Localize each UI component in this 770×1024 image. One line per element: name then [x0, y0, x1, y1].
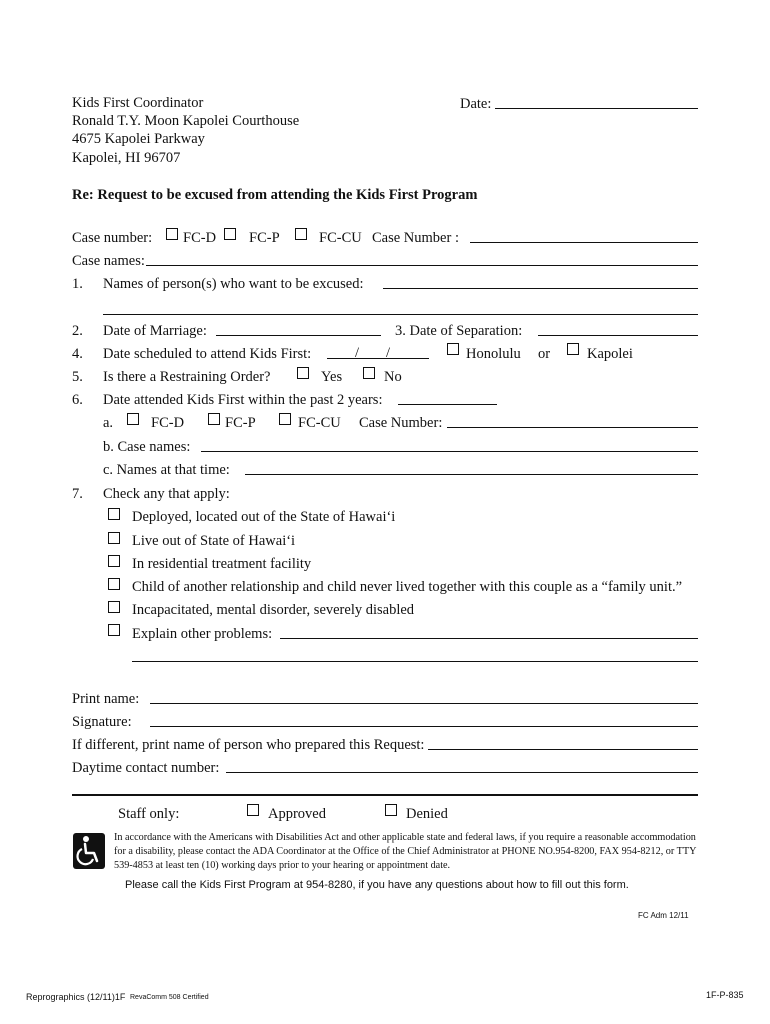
- item-6c-label: c. Names at that time:: [103, 462, 230, 478]
- other-problems-input[interactable]: [280, 638, 698, 639]
- date-slash-1: /: [355, 345, 360, 361]
- footer-reprographics: Reprographics (12/11)1F: [26, 992, 126, 1002]
- case-number-field-label: Case Number :: [372, 230, 459, 246]
- fc-d-label: FC-D: [183, 230, 217, 246]
- other-problems-checkbox[interactable]: [108, 624, 120, 636]
- fc-cu-label: FC-CU: [319, 230, 362, 246]
- deployed-checkbox[interactable]: [108, 508, 120, 520]
- address-line-4: Kapolei, HI 96707: [72, 150, 181, 166]
- restraining-yes-checkbox[interactable]: [297, 367, 309, 379]
- item-6a-fc-p-label: FC-P: [225, 415, 256, 431]
- item-4-question: Date scheduled to attend Kids First:: [103, 346, 312, 362]
- date-label: Date:: [460, 96, 492, 112]
- item-7-number: 7.: [72, 486, 83, 502]
- form-code: FC Adm 12/11: [638, 911, 689, 920]
- names-excused-input-2[interactable]: [103, 314, 698, 315]
- address-line-3: 4675 Kapolei Parkway: [72, 131, 205, 147]
- fc-cu-checkbox[interactable]: [295, 228, 307, 240]
- item-5-number: 5.: [72, 369, 83, 385]
- item-6a-fc-cu-checkbox[interactable]: [279, 413, 291, 425]
- print-name-input[interactable]: [150, 703, 698, 704]
- prepared-by-label: If different, print name of person who prepared this Request:: [72, 737, 425, 753]
- footer-revacomm: RevaComm 508 Certified: [130, 994, 209, 1001]
- incapacitated-checkbox[interactable]: [108, 601, 120, 613]
- date-attended-input[interactable]: [398, 404, 497, 405]
- checklist-item: Deployed, located out of the State of Hawai‘i: [132, 509, 396, 525]
- restraining-no-checkbox[interactable]: [363, 367, 375, 379]
- fc-p-label: FC-P: [249, 230, 280, 246]
- prepared-by-input[interactable]: [428, 749, 698, 750]
- date-of-marriage-input[interactable]: [216, 335, 381, 336]
- item-6a-fc-cu-label: FC-CU: [298, 415, 341, 431]
- yes-label: Yes: [321, 369, 343, 385]
- footer-form-number: 1F-P-835: [706, 990, 744, 1000]
- denied-checkbox[interactable]: [385, 804, 397, 816]
- honolulu-checkbox[interactable]: [447, 343, 459, 355]
- fc-d-checkbox[interactable]: [166, 228, 178, 240]
- item-6a-fc-p-checkbox[interactable]: [208, 413, 220, 425]
- kapolei-label: Kapolei: [587, 346, 633, 362]
- item-6a-fc-d-checkbox[interactable]: [127, 413, 139, 425]
- signature-input[interactable]: [150, 726, 698, 727]
- approved-label: Approved: [268, 806, 326, 822]
- approved-checkbox[interactable]: [247, 804, 259, 816]
- no-label: No: [384, 369, 402, 385]
- call-instruction: Please call the Kids First Program at 954-8280, if you have any questions about how to fill out this form.: [125, 879, 629, 891]
- checklist-item: Child of another relationship and child never lived together with this couple as a “family unit.”: [132, 579, 683, 595]
- item-6-number: 6.: [72, 392, 83, 408]
- item-1-number: 1.: [72, 276, 83, 292]
- case-number-label: Case number:: [72, 230, 153, 246]
- item-2-question: Date of Marriage:: [103, 323, 207, 339]
- out-of-state-checkbox[interactable]: [108, 532, 120, 544]
- item-6b-label: b. Case names:: [103, 439, 191, 455]
- item-6a-fc-d-label: FC-D: [151, 415, 185, 431]
- residential-facility-checkbox[interactable]: [108, 555, 120, 567]
- staff-only-label: Staff only:: [118, 806, 180, 822]
- honolulu-label: Honolulu: [466, 346, 521, 362]
- ada-notice: In accordance with the Americans with Disabilities Act and other applicable state and federal laws, if you require a reasonable accommodation for a disability, please contact the ADA Coordinator at the Office of the Chief Administrator at PHONE NO.954-8200, FAX 954-8212, or TTY 539-4853 at least ten (10) working days prior to your hearing or appointment date.: [114, 832, 697, 871]
- other-problems-input-2[interactable]: [132, 661, 698, 662]
- item-6a-case-number-label: Case Number:: [359, 415, 443, 431]
- checklist-item: Live out of State of Hawai‘i: [132, 533, 296, 549]
- item-5-question: Is there a Restraining Order?: [103, 369, 271, 385]
- case-names-label: Case names:: [72, 253, 145, 269]
- item-4-number: 4.: [72, 346, 83, 362]
- checklist-item: Explain other problems:: [132, 626, 273, 642]
- kapolei-checkbox[interactable]: [567, 343, 579, 355]
- item-6-question: Date attended Kids First within the past 2 years:: [103, 392, 383, 408]
- scheduled-date-input[interactable]: [327, 358, 429, 359]
- contact-number-input[interactable]: [226, 772, 698, 773]
- case-names-input[interactable]: [146, 265, 698, 266]
- re-line: Re: Request to be excused from attending the Kids First Program: [72, 187, 478, 203]
- item-1-question: Names of person(s) who want to be excused:: [103, 276, 364, 292]
- item-6b-case-names-input[interactable]: [201, 451, 698, 452]
- item-3-question: 3. Date of Separation:: [395, 323, 523, 339]
- item-6a-label: a.: [103, 415, 114, 431]
- date-field[interactable]: [495, 108, 698, 109]
- checklist-item: In residential treatment facility: [132, 556, 312, 572]
- item-7-question: Check any that apply:: [103, 486, 230, 502]
- signature-label: Signature:: [72, 714, 132, 730]
- item-6c-names-input[interactable]: [245, 474, 698, 475]
- date-slash-2: /: [386, 345, 391, 361]
- case-number-input[interactable]: [470, 242, 698, 243]
- address-line-2: Ronald T.Y. Moon Kapolei Courthouse: [72, 113, 300, 129]
- date-of-separation-input[interactable]: [538, 335, 698, 336]
- staff-divider: [72, 794, 698, 796]
- item-2-number: 2.: [72, 323, 83, 339]
- or-label: or: [538, 346, 551, 362]
- names-excused-input[interactable]: [383, 288, 698, 289]
- wheelchair-icon: [73, 833, 105, 869]
- denied-label: Denied: [406, 806, 448, 822]
- fc-p-checkbox[interactable]: [224, 228, 236, 240]
- address-line-1: Kids First Coordinator: [72, 95, 204, 111]
- family-unit-checkbox[interactable]: [108, 578, 120, 590]
- contact-number-label: Daytime contact number:: [72, 760, 220, 776]
- print-name-label: Print name:: [72, 691, 140, 707]
- checklist-item: Incapacitated, mental disorder, severely disabled: [132, 602, 415, 618]
- item-6a-case-number-input[interactable]: [447, 427, 698, 428]
